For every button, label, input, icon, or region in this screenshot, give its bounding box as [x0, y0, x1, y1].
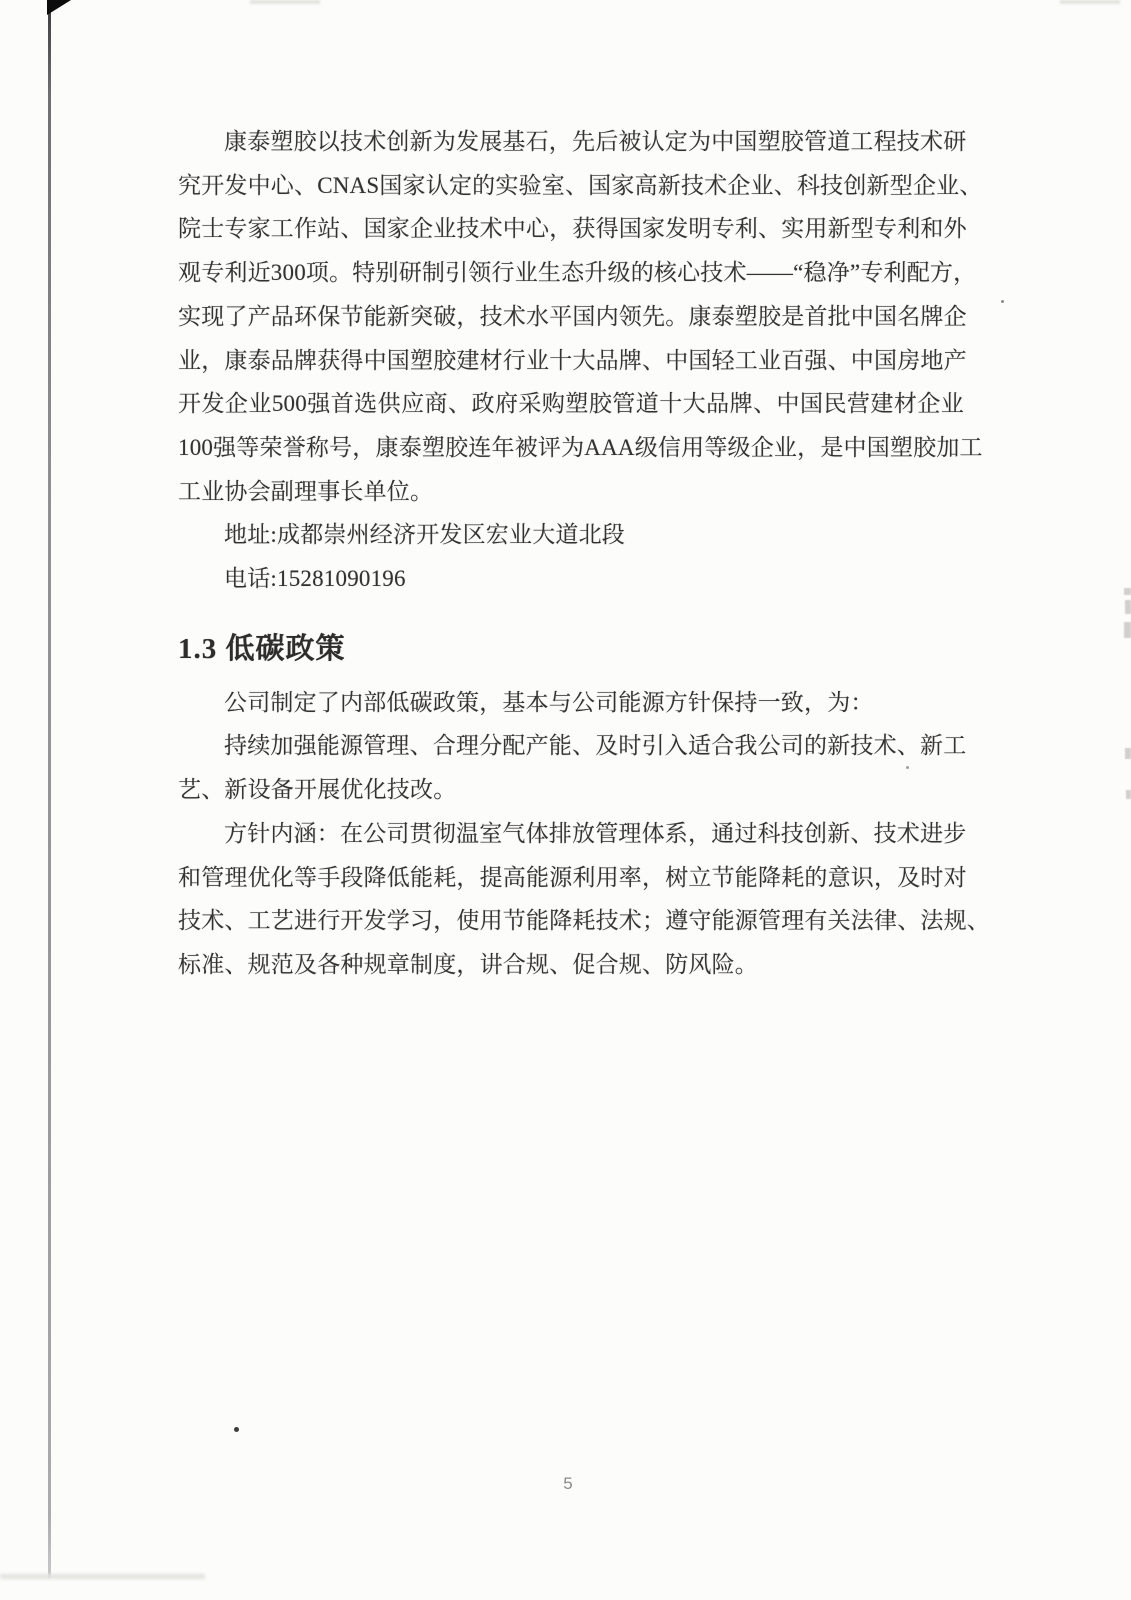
intro-line: 院士专家工作站、国家企业技术中心，获得国家发明专利、实用新型专利和外	[178, 216, 967, 242]
intro-line: 100强等荣誉称号，康泰塑胶连年被评为AAA级信用等级企业，是中国塑胶加工	[178, 434, 983, 460]
bleed-through-mark	[1126, 790, 1131, 799]
bleed-through-mark	[1125, 600, 1131, 614]
bleed-through-mark	[1124, 622, 1131, 638]
policy-intro-line: 公司制定了内部低碳政策，基本与公司能源方针保持一致，为：	[224, 689, 874, 715]
intro-line: 康泰塑胶以技术创新为发展基石，先后被认定为中国塑胶管道工程技术研	[224, 129, 967, 154]
bleed-through-mark	[1125, 748, 1131, 759]
bleed-through-mark	[1124, 588, 1131, 595]
phone-line: 电话:15281090196	[224, 566, 406, 592]
scan-edge-line	[48, 0, 51, 1578]
policy-measures-line: 艺、新设备开展优化技改。	[178, 777, 457, 803]
policy-content-line: 方针内涵：在公司贯彻温室气体排放管理体系，通过科技创新、技术进步	[224, 820, 967, 846]
policy-content-paragraph	[178, 812, 990, 987]
scan-top-noise	[1060, 0, 1120, 4]
policy-content-line: 和管理优化等手段降低能耗，提高能源利用率，树立节能降耗的意识，及时对	[178, 864, 967, 890]
intro-line: 观专利近300项。特别研制引领行业生态升级的核心技术——“稳净”专利配方，	[178, 260, 977, 286]
intro-line: 业，康泰品牌获得中国塑胶建材行业十大品牌、中国轻工业百强、中国房地产	[178, 347, 967, 373]
intro-line: 开发企业500强首选供应商、政府采购塑胶管道十大品牌、中国民营建材企业	[178, 391, 964, 417]
scan-top-noise	[250, 0, 320, 4]
scan-corner-mark	[47, 0, 71, 15]
ink-speck	[1001, 300, 1004, 303]
ink-speck	[234, 1427, 239, 1432]
intro-line: 实现了产品环保节能新突破，技术水平国内领先。康泰塑胶是首批中国名牌企	[178, 303, 967, 329]
policy-content-line: 技术、工艺进行开发学习，使用节能降耗技术；遵守能源管理有关法律、法规、	[178, 908, 990, 934]
address-line: 地址:成都崇州经济开发区宏业大道北段	[224, 522, 625, 548]
policy-measures-line: 持续加强能源管理、合理分配产能、及时引入适合我公司的新技术、新工	[224, 733, 967, 759]
policy-measures-paragraph	[178, 724, 967, 811]
policy-intro-paragraph	[178, 681, 964, 725]
intro-paragraph	[178, 120, 983, 513]
contact-block	[178, 513, 964, 600]
page-number: 5	[563, 1474, 573, 1493]
section-heading: 1.3 低碳政策	[178, 632, 346, 665]
scan-bottom-smudge	[0, 1574, 205, 1579]
document-body	[178, 120, 990, 987]
intro-line: 工业协会副理事长单位。	[178, 478, 434, 504]
policy-content-line: 标准、规范及各种规章制度，讲合规、促合规、防风险。	[178, 951, 758, 977]
intro-line: 究开发中心、CNAS国家认定的实验室、国家高新技术企业、科技创新型企业、	[178, 172, 983, 198]
